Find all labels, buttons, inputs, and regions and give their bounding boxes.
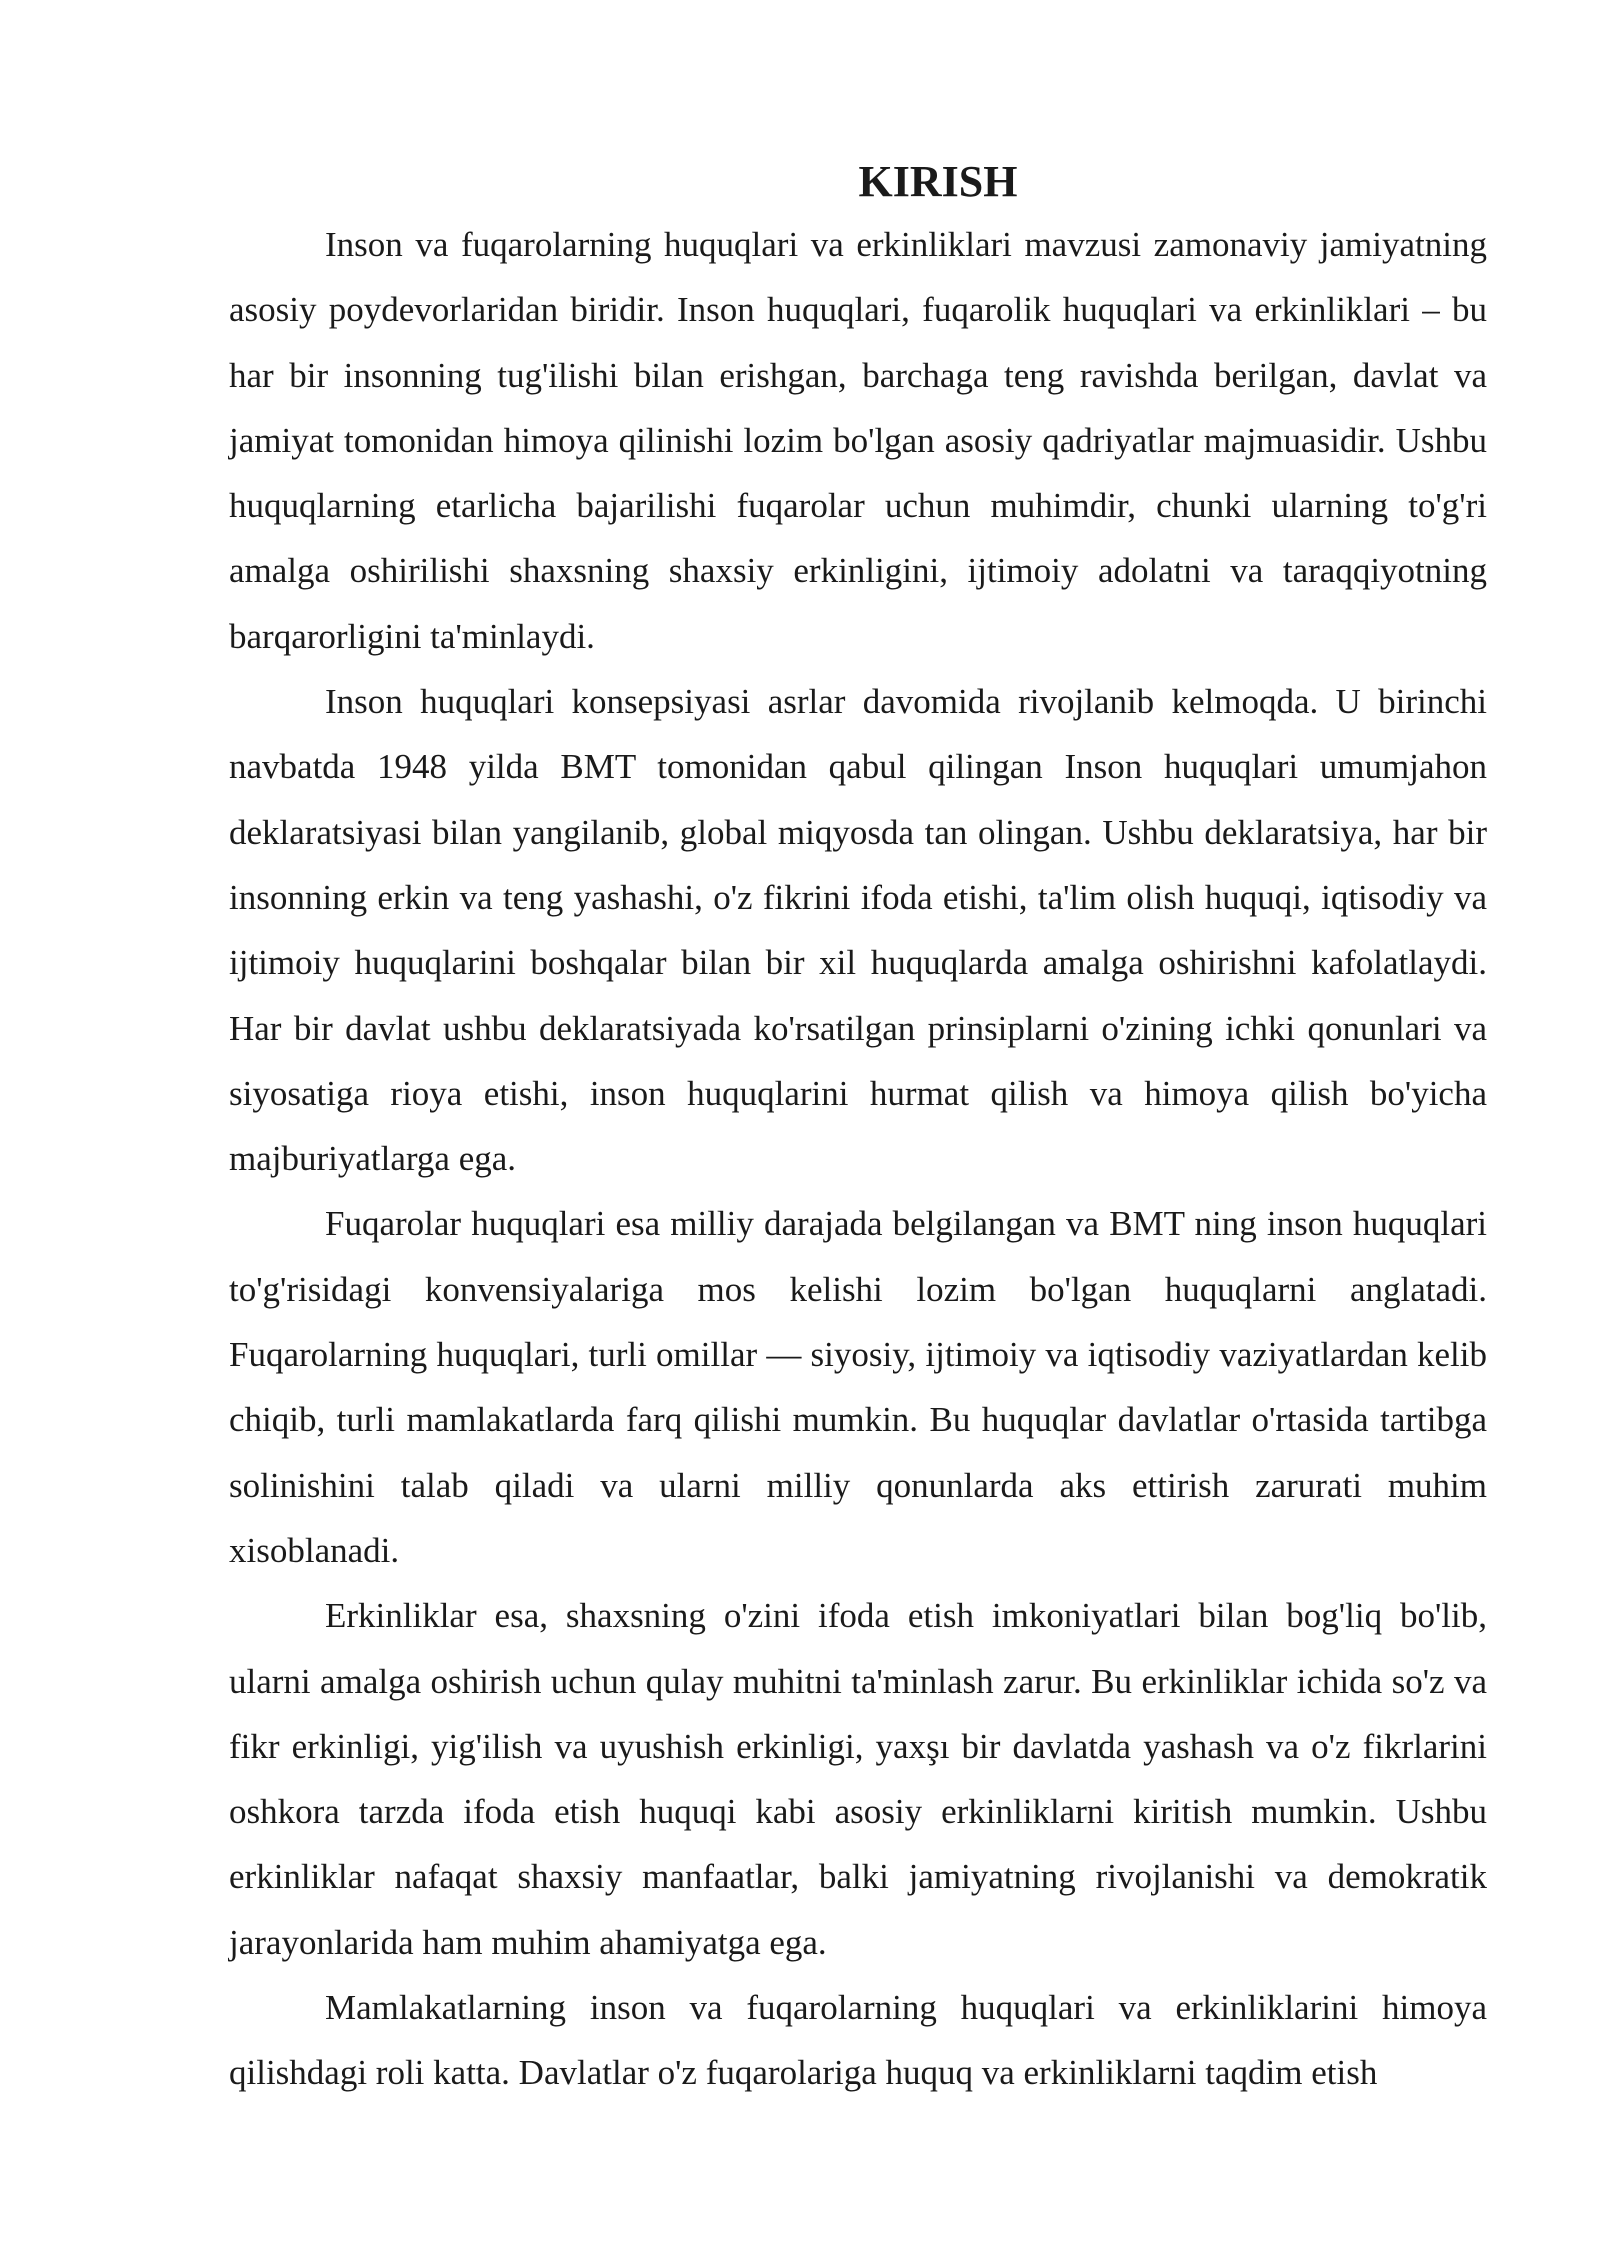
page-content (229, 152, 1487, 2106)
paragraph-3: Fuqarolar huquqlari esa milliy darajada belgilangan va BMT ning inson huquqlari to'g'risidagi konvensiyalariga mos kelishi lozim bo'lgan huquqlarni anglatadi. Fuqarolarning huquqlari, turli omillar — siyosiy, ijtimoiy va iqtisodiy vaziyatlardan kelib chiqib, turli mamlakatlarda farq qilishi mumkin. Bu huquqlar davlatlar o'rtasida tartibga solinishini talab qiladi va ularni milliy qonunlarda aks ettirish zarurati muhim xisoblanadi. (229, 1204, 1487, 1570)
paragraph-1: Inson va fuqarolarning huquqlari va erkinliklari mavzusi zamonaviy jamiyatning asosiy poydevorlaridan biridir. Inson huquqlari, fuqarolik huquqlari va erkinliklari – bu har bir insonning tug'ilishi bilan erishgan, barchaga teng ravishda berilgan, davlat va jamiyat tomonidan himoya qilinishi lozim bo'lgan asosiy qadriyatlar majmuasidir. Ushbu huquqlarning etarlicha bajarilishi fuqarolar uchun muhimdir, chunki ularning to'g'ri amalga oshirilishi shaxsning shaxsiy erkinligini, ijtimoiy adolatni va taraqqiyotning barqarorligini ta'minlaydi. (229, 225, 1487, 656)
paragraph-5: Mamlakatlarning inson va fuqarolarning huquqlari va erkinliklarini himoya qilishdagi roli katta. Davlatlar o'z fuqarolariga huquq va erkinliklarni taqdim etish (229, 1988, 1487, 2093)
page-title: KIRISH (858, 157, 1018, 206)
paragraph-2: Inson huquqlari konsepsiyasi asrlar davomida rivojlanib kelmoqda. U birinchi navbatda 1948 yilda BMT tomonidan qabul qilingan Inson huquqlari umumjahon deklaratsiyasi bilan yangilanib, global miqyosda tan olingan. Ushbu deklaratsiya, har bir insonning erkin va teng yashashi, o'z fikrini ifoda etishi, ta'lim olish huquqi, iqtisodiy va ijtimoiy huquqlarini boshqalar bilan bir xil huquqlarda amalga oshirishni kafolatlaydi. Har bir davlat ushbu deklaratsiyada ko'rsatilgan prinsiplarni o'zining ichki qonunlari va siyosatiga rioya etishi, inson huquqlarini hurmat qilish va himoya qilish bo'yicha majburiyatlarga ega. (229, 682, 1487, 1179)
paragraph-4: Erkinliklar esa, shaxsning o'zini ifoda etish imkoniyatlari bilan bog'liq bo'lib, ularni amalga oshirish uchun qulay muhitni ta'minlash zarur. Bu erkinliklar ichida so'z va fikr erkinligi, yig'ilish va uyushish erkinligi, yaxşı bir davlatda yashash va o'z fikrlarini oshkora tarzda ifoda etish huquqi kabi asosiy erkinliklarni kiritish mumkin. Ushbu erkinliklar nafaqat shaxsiy manfaatlar, balki jamiyatning rivojlanishi va demokratik jarayonlarida ham muhim ahamiyatga ega. (229, 1596, 1487, 1962)
